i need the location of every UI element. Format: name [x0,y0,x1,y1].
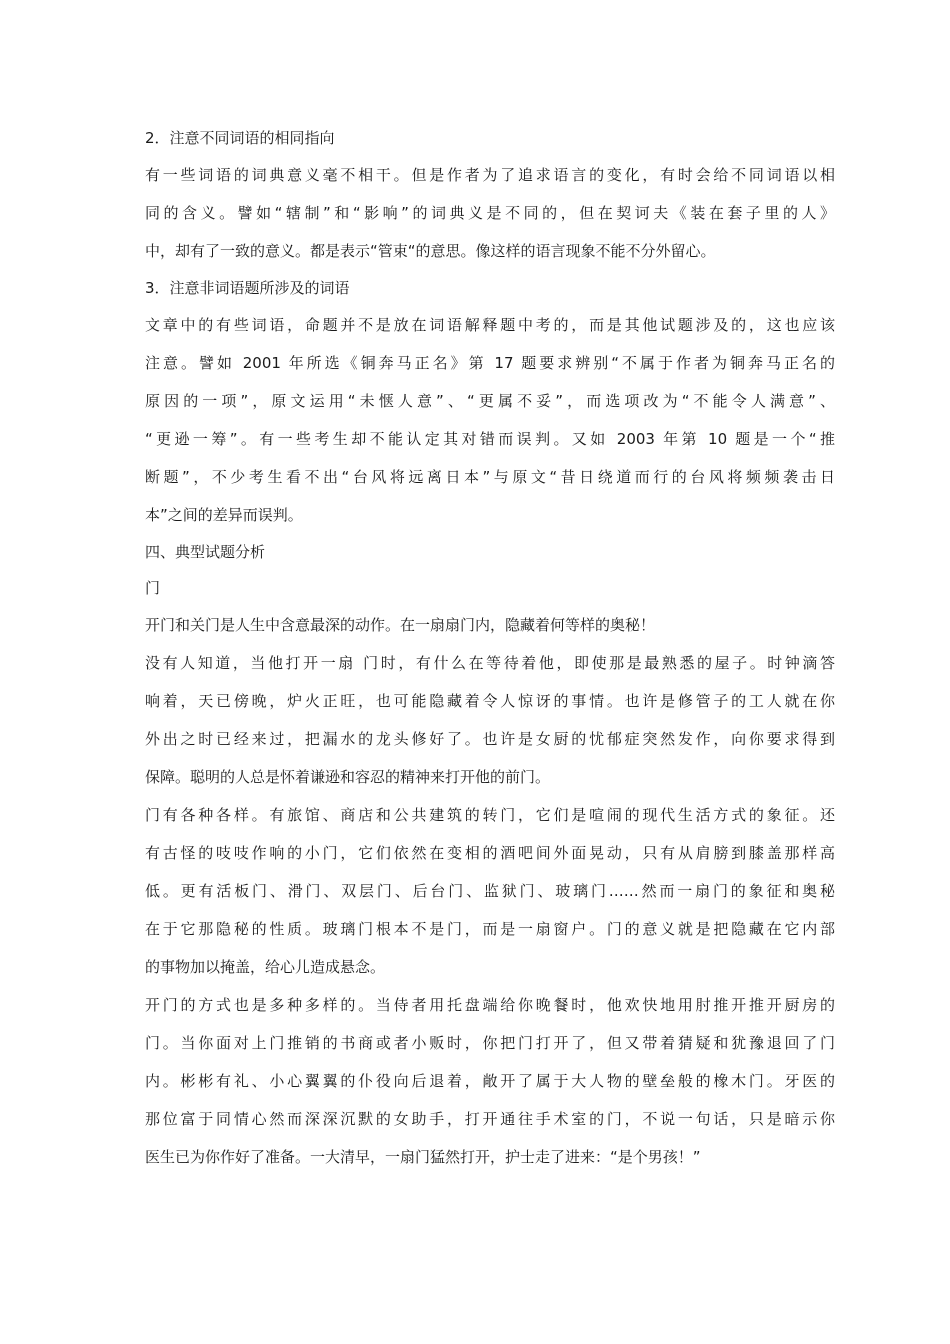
paragraph-line: 保障。聪明的人总是怀着谦逊和容忍的精神来打开他的前门。 [145,768,551,786]
paragraph-line: 开门和关门是人生中含意最深的动作。在一扇扇门内，隐藏着何等样的奥秘！ [145,616,656,634]
paragraph-line: 有一些词语的词典意义毫不相干。但是作者为了追求语言的变化，有时会给不同词语以相 [145,166,835,184]
paragraph-line: 低。更有活板门、滑门、双层门、后台门、监狱门、玻璃门……然而一扇门的象征和奥秘 [145,882,835,900]
paragraph-line: 的事物加以掩盖，给心儿造成悬念。 [145,958,386,976]
paragraph-line: 内。彬彬有礼、小心翼翼的仆役向后退着，敞开了属于大人物的壁垒般的橡木门。牙医的 [145,1072,835,1090]
paragraph-line: 外出之时已经来过，把漏水的龙头修好了。也许是女厨的忧郁症突然发作，向你要求得到 [145,730,835,748]
paragraph-line: 在于它那隐秘的性质。玻璃门根本不是门，而是一扇窗户。门的意义就是把隐藏在它内部 [145,920,835,938]
section-heading-2: 2．注意不同词语的相同指向 [145,129,335,147]
paragraph-line: 本”之间的差异而误判。 [145,506,303,524]
passage-title: 门 [145,579,161,597]
paragraph-line: 有古怪的吱吱作响的小门，它们依然在变相的酒吧间外面晃动，只有从肩膀到膝盖那样高 [145,844,835,862]
paragraph-line: 断题”，不少考生看不出“台风将远离日本”与原文“昔日绕道而行的台风将频频袭击日 [145,468,835,486]
paragraph-line: 原因的一项”，原文运用“未惬人意”、“更属不妥”，而选项改为“不能令人满意”、 [145,392,835,410]
paragraph-line: 响着，天已傍晚，炉火正旺，也可能隐藏着令人惊讶的事情。也许是修管子的工人就在你 [145,692,835,710]
paragraph-line: 同的含义。譬如“辖制”和“影响”的词典义是不同的，但在契诃夫《装在套子里的人》 [145,204,835,222]
paragraph-line: 门。当你面对上门推销的书商或者小贩时，你把门打开了，但又带着猜疑和犹豫退回了门 [145,1034,835,1052]
paragraph-line: 开门的方式也是多种多样的。当侍者用托盘端给你晚餐时，他欢快地用肘推开推开厨房的 [145,996,835,1014]
paragraph-line: 那位富于同情心然而深深沉默的女助手，打开通往手术室的门，不说一句话，只是暗示你 [145,1110,835,1128]
section-heading-4: 四、典型试题分析 [145,543,266,561]
document-body [145,120,835,1176]
paragraph-line: 门有各种各样。有旅馆、商店和公共建筑的转门，它们是喧闹的现代生活方式的象征。还 [145,806,835,824]
paragraph-line: “更逊一筹”。有一些考生却不能认定其对错而误判。又如 2003 年第 10 题是一个“推 [145,430,835,448]
paragraph-line: 医生已为你作好了准备。一大清早，一扇门猛然打开，护士走了进来：“是个男孩！” [145,1148,701,1166]
paragraph-line: 注意。譬如 2001 年所选《铜奔马正名》第 17 题要求辨别“不属于作者为铜奔马正名的 [145,354,835,372]
paragraph-line: 没有人知道，当他打开一扇 门时，有什么在等待着他，即使那是最熟悉的屋子。时钟滴答 [145,654,835,672]
paragraph-line: 中，却有了一致的意义。都是表示“管束“的意思。像这样的语言现象不能不分外留心。 [145,242,716,260]
paragraph-line: 文章中的有些词语，命题并不是放在词语解释题中考的，而是其他试题涉及的，这也应该 [145,316,835,334]
section-heading-3: 3．注意非词语题所涉及的词语 [145,279,350,297]
